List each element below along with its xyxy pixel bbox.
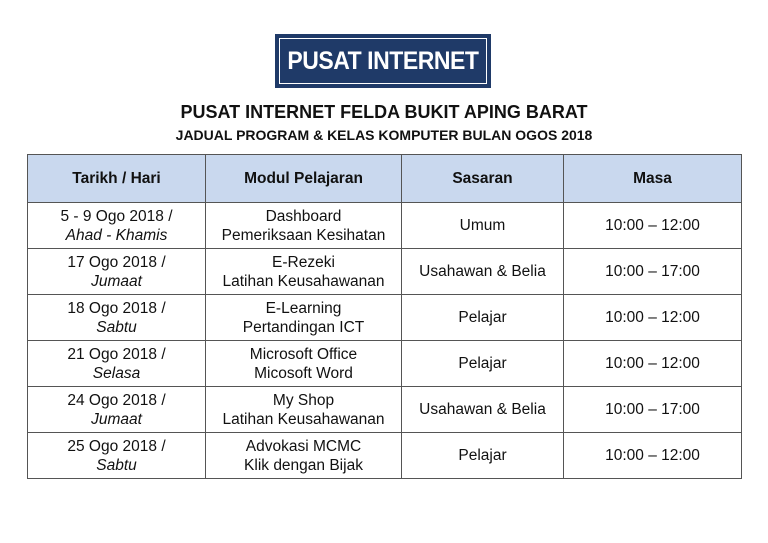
table-row [28, 295, 742, 341]
module-line: Latihan Keusahawanan [222, 272, 385, 290]
date-text: 25 Ogo 2018 / [67, 437, 166, 455]
table-header-row [28, 155, 742, 203]
page-subtitle: JADUAL PROGRAM & KELAS KOMPUTER BULAN OGOS 2018 [175, 127, 593, 143]
date-cell [28, 203, 206, 249]
time-cell: 10:00 – 12:00 [564, 295, 742, 341]
module-cell [206, 295, 402, 341]
module-line: E-Learning [265, 299, 342, 317]
module-cell [206, 249, 402, 295]
day-text: Selasa [92, 364, 141, 382]
module-line: E-Rezeki [272, 253, 335, 271]
target-cell: Pelajar [402, 341, 564, 387]
module-line: Klik dengan Bijak [244, 456, 363, 474]
date-cell [28, 433, 206, 479]
time-cell: 10:00 – 12:00 [564, 203, 742, 249]
target-cell: Pelajar [402, 295, 564, 341]
header-date: Tarikh / Hari [28, 155, 206, 203]
day-text: Sabtu [96, 318, 137, 336]
date-text: 18 Ogo 2018 / [67, 299, 166, 317]
module-line: Microsoft Office [249, 345, 358, 363]
header-time: Masa [564, 155, 742, 203]
table-row [28, 341, 742, 387]
day-text: Jumaat [91, 272, 142, 290]
date-text: 24 Ogo 2018 / [67, 391, 166, 409]
day-text: Ahad - Khamis [65, 226, 168, 244]
page-title: PUSAT INTERNET FELDA BUKIT APING BARAT [180, 102, 588, 122]
time-cell: 10:00 – 17:00 [564, 249, 742, 295]
module-cell [206, 387, 402, 433]
date-text: 21 Ogo 2018 / [67, 345, 166, 363]
day-text: Sabtu [96, 456, 137, 474]
schedule-table [27, 154, 742, 479]
date-cell [28, 341, 206, 387]
time-cell: 10:00 – 12:00 [564, 433, 742, 479]
header-target: Sasaran [402, 155, 564, 203]
table-row [28, 249, 742, 295]
module-cell [206, 433, 402, 479]
logo-text: PUSAT INTERNET [287, 46, 479, 75]
date-cell [28, 387, 206, 433]
header-module: Modul Pelajaran [206, 155, 402, 203]
target-cell: Usahawan & Belia [402, 249, 564, 295]
module-line: Advokasi MCMC [245, 437, 362, 455]
module-cell [206, 341, 402, 387]
logo [275, 34, 491, 88]
target-cell: Pelajar [402, 433, 564, 479]
date-cell [28, 249, 206, 295]
date-text: 17 Ogo 2018 / [67, 253, 166, 271]
module-cell [206, 203, 402, 249]
module-line: My Shop [272, 391, 335, 409]
module-line: Dashboard [265, 207, 342, 225]
time-cell: 10:00 – 12:00 [564, 341, 742, 387]
table-row [28, 387, 742, 433]
module-line: Micosoft Word [254, 364, 353, 382]
table-row [28, 433, 742, 479]
day-text: Jumaat [91, 410, 142, 428]
table-row [28, 203, 742, 249]
date-cell [28, 295, 206, 341]
module-line: Pertandingan ICT [242, 318, 365, 336]
target-cell: Umum [402, 203, 564, 249]
target-cell: Usahawan & Belia [402, 387, 564, 433]
module-line: Latihan Keusahawanan [222, 410, 385, 428]
module-line: Pemeriksaan Kesihatan [221, 226, 386, 244]
date-text: 5 - 9 Ogo 2018 / [60, 207, 173, 225]
time-cell: 10:00 – 17:00 [564, 387, 742, 433]
